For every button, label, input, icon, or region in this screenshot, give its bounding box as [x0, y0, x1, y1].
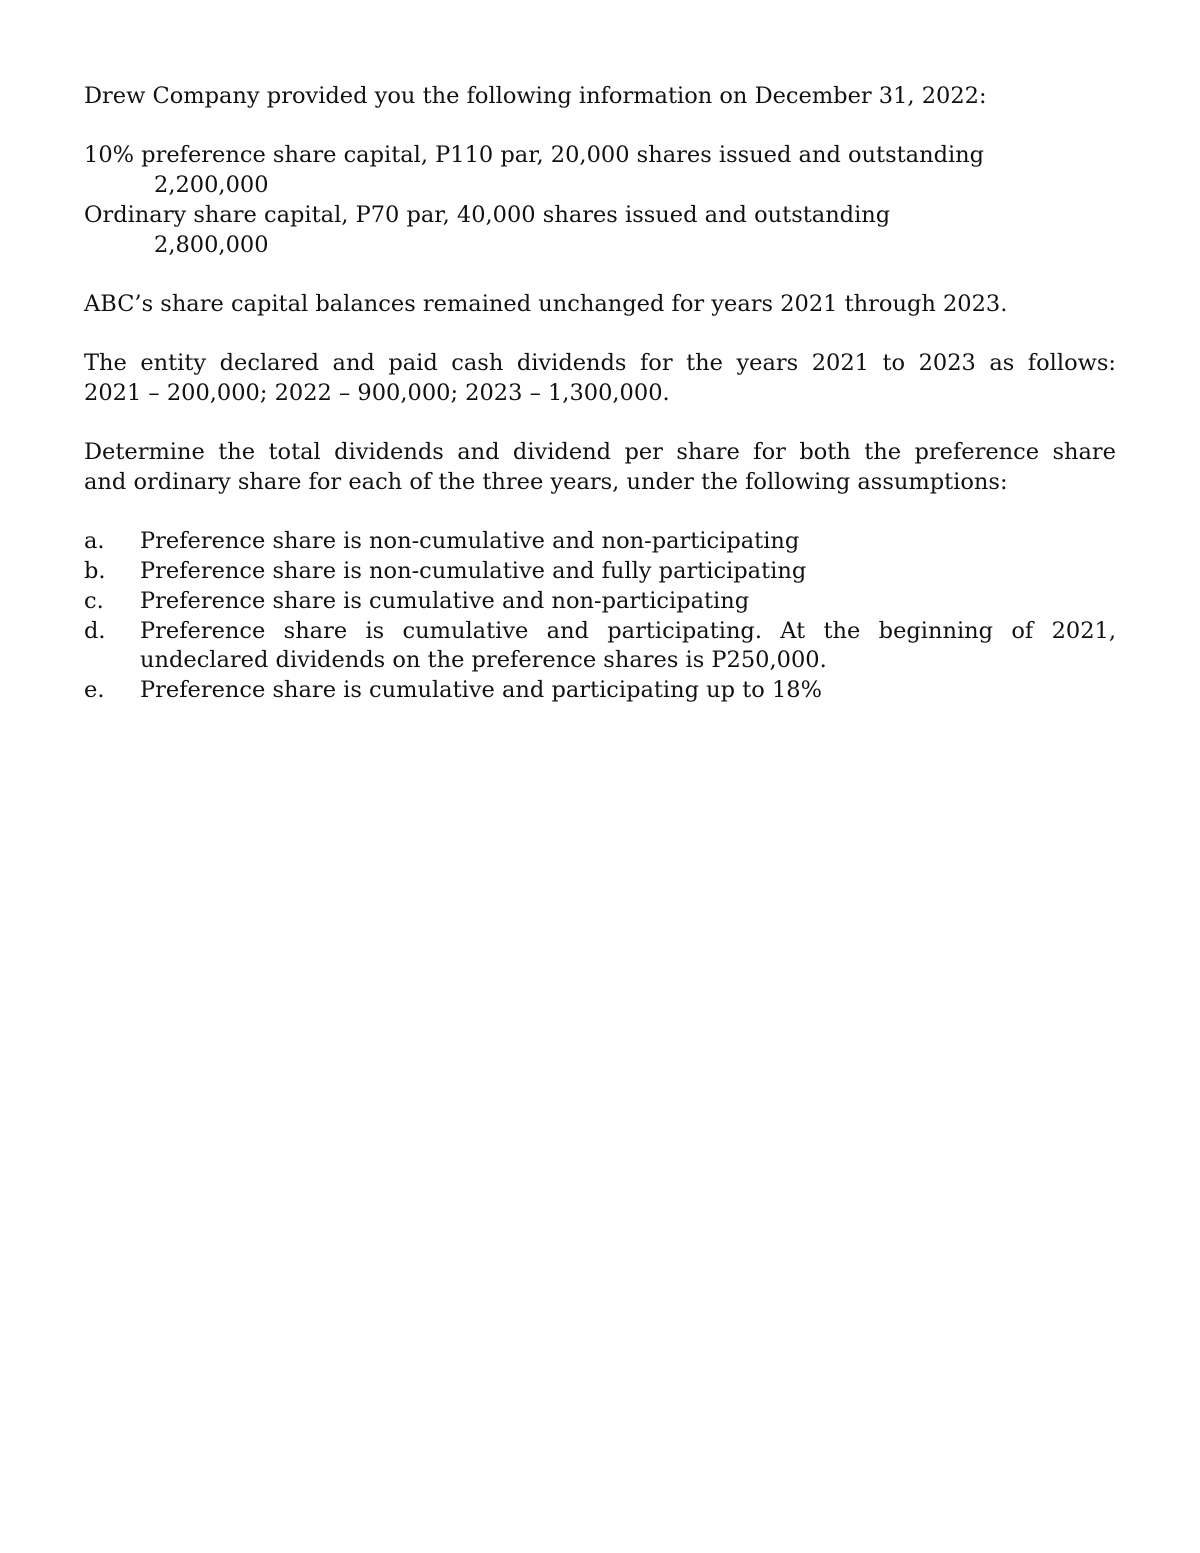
preference-capital-description: 10% preference share capital, P110 par, 20,000 shares issued and outstanding: [84, 142, 985, 169]
list-item-line-1: Preference share is non-cumulative and fully participating: [140, 558, 807, 585]
balances-note: ABC’s share capital balances remained unchanged for years 2021 through 2023.: [84, 290, 1008, 317]
list-item-text: [140, 587, 1116, 617]
task-line-2: and ordinary share for each of the three years, under the following assumptions:: [84, 469, 1008, 496]
list-item-line-1: Preference share is cumulative and participating. At the beginning of 2021,: [140, 617, 1116, 644]
list-item-letter: e.: [84, 676, 105, 703]
list-item-text: [140, 527, 1116, 557]
task-paragraph: [84, 438, 1116, 497]
list-item-letter: d.: [84, 617, 106, 644]
ordinary-capital-amount: 2,800,000: [154, 231, 269, 258]
document-page: [84, 82, 1116, 706]
list-item: [84, 587, 1116, 617]
list-item: [84, 527, 1116, 557]
intro-text: Drew Company provided you the following information on December 31, 2022:: [84, 83, 987, 109]
task-line-1: Determine the total dividends and dividend per share for both the preference share: [84, 439, 1116, 466]
list-item-line-1: Preference share is cumulative and participating up to 18%: [140, 676, 822, 703]
list-item-line-1: Preference share is non-cumulative and non-participating: [140, 528, 800, 555]
list-item: [84, 676, 1116, 706]
dividends-line-1: The entity declared and paid cash dividends for the years 2021 to 2023 as follows:: [84, 350, 1116, 377]
list-item-text: [140, 676, 1116, 706]
balances-paragraph: [84, 290, 1116, 320]
list-item-text: [140, 617, 1116, 676]
list-item-line-2: undeclared dividends on the preference shares is P250,000.: [140, 647, 827, 674]
assumptions-list: [84, 527, 1116, 705]
intro-paragraph: [84, 82, 1116, 112]
capital-paragraph: [84, 141, 1116, 260]
dividends-paragraph: [84, 349, 1116, 408]
list-item-text: [140, 557, 1116, 587]
list-item-letter: c.: [84, 587, 104, 614]
list-item-letter: a.: [84, 528, 105, 555]
list-item: [84, 557, 1116, 587]
preference-capital-amount: 2,200,000: [154, 172, 269, 199]
list-item-letter: b.: [84, 558, 106, 585]
dividends-line-2: 2021 – 200,000; 2022 – 900,000; 2023 – 1,300,000.: [84, 379, 670, 406]
list-item-line-1: Preference share is cumulative and non-participating: [140, 587, 750, 614]
ordinary-capital-description: Ordinary share capital, P70 par, 40,000 shares issued and outstanding: [84, 201, 891, 228]
list-item: [84, 617, 1116, 676]
